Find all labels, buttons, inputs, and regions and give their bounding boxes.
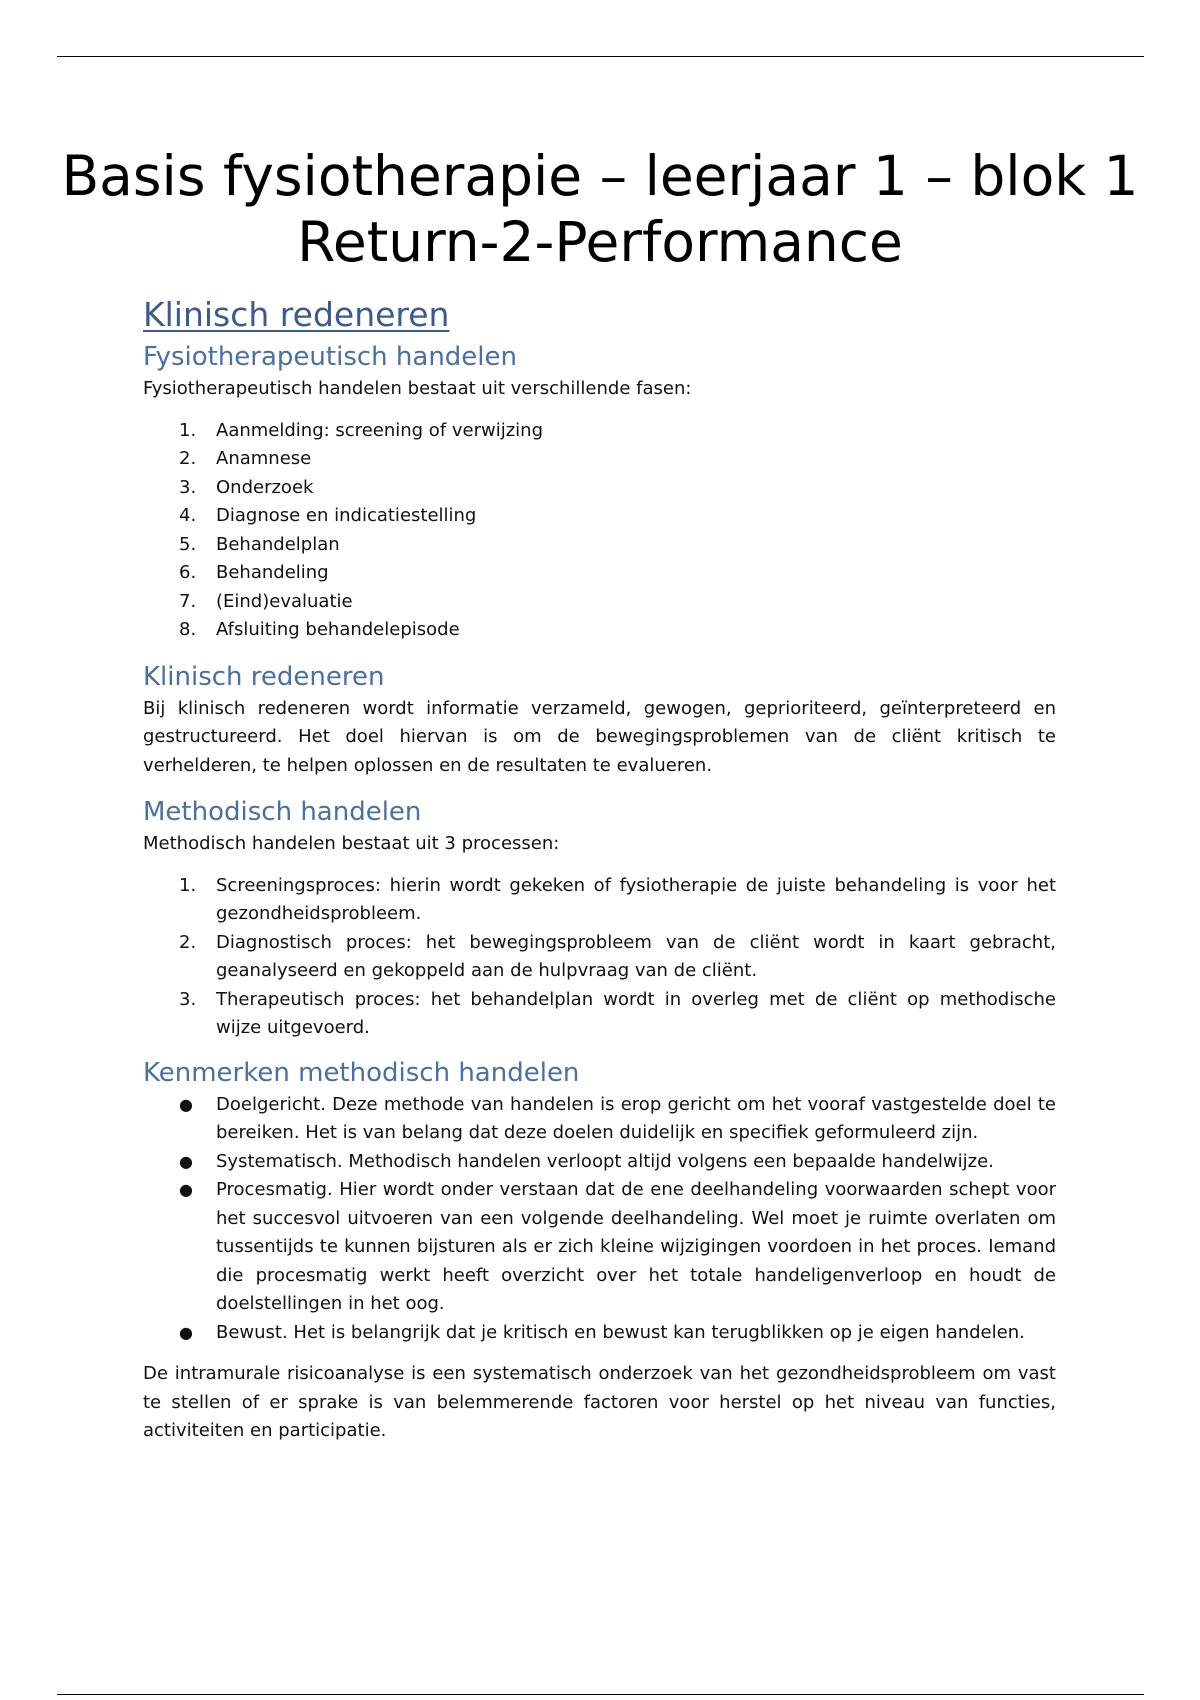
list-number: 4. — [179, 505, 197, 526]
kenmerken-bullet-list — [143, 1091, 1056, 1348]
klinisch-text: Bij klinisch redeneren wordt informatie verzameld, gewogen, geprioriteerd, geïnterpreteerd en gestructureerd. Het doel hiervan is om de bewegingsproblemen van de cliënt kritisch te verhelderen, te helpen oplossen en de resultaten te evalueren. — [143, 697, 1056, 776]
bullet-icon: ● — [179, 1180, 193, 1199]
list-number: 5. — [179, 533, 197, 555]
list-number: 2. — [179, 448, 197, 469]
list-item: ● Bewust. Het is belangrijk dat je kritisch en bewust kan terugblikken op je eigen handelen. — [143, 1319, 1056, 1348]
list-number: 3. — [179, 476, 197, 498]
bullet-icon: ● — [179, 1322, 193, 1342]
list-item: 2. Diagnostisch proces: het bewegingsprobleem van de cliënt wordt in kaart gebracht, geanalyseerd en gekoppeld aan de hulpvraag van de cliënt. — [143, 929, 1056, 986]
heading-fysiotherapeutisch-handelen: Fysiotherapeutisch handelen — [143, 342, 517, 372]
fysio-intro: Fysiotherapeutisch handelen bestaat uit verschillende fasen: — [143, 378, 692, 399]
fysio-phase-list — [143, 417, 1056, 645]
document-title: Basis fysiotherapie – leerjaar 1 – blok 1 Return-2-Performance — [61, 144, 1139, 274]
list-number: 1. — [179, 419, 197, 441]
list-item: 3. Therapeutisch proces: het behandelplan wordt in overleg met de cliënt op methodische wijze uitgevoerd. — [143, 986, 1056, 1043]
header-rule — [57, 56, 1144, 57]
list-item: 5. Behandelplan — [143, 531, 1056, 560]
list-item: 4. Diagnose en indicatiestelling — [143, 502, 1056, 531]
list-number: 1. — [179, 874, 197, 896]
list-item: ● Procesmatig. Hier wordt onder verstaan dat de ene deelhandeling voorwaarden schept voor het succesvol uitvoeren van een volgende deelhandeling. Wel moet je ruimte overlaten om tussentijds te kunnen bijsturen als er zich kleine wijzigingen voordoen in het proces. Iemand die procesmatig werkt heeft overzicht over het totale handeligenverloop en houdt de doelstellingen in het oog. — [143, 1176, 1056, 1319]
bullet-icon: ● — [179, 1094, 193, 1114]
methodisch-process-list — [143, 872, 1056, 1043]
document-body — [143, 293, 1056, 1446]
list-item: 1. Aanmelding: screening of verwijzing — [143, 417, 1056, 446]
list-item: 8. Afsluiting behandelepisode — [143, 616, 1056, 645]
list-item: ● Doelgericht. Deze methode van handelen is erop gericht om het vooraf vastgestelde doel te bereiken. Het is van belang dat deze doelen duidelijk en specifiek geformuleerd zijn. — [143, 1091, 1056, 1148]
list-item: 3. Onderzoek — [143, 474, 1056, 503]
footer-rule — [57, 1694, 1144, 1695]
heading-klinisch-redeneren-main: Klinisch redeneren — [143, 295, 450, 334]
list-item: 2. Anamnese — [143, 445, 1056, 474]
list-number: 8. — [179, 619, 197, 640]
closing-paragraph: De intramurale risicoanalyse is een systematisch onderzoek van het gezondheidsprobleem om vast te stellen of er sprake is van belemmerende factoren voor herstel op het niveau van functies, activiteiten en participatie. — [143, 1363, 1056, 1441]
list-item: 1. Screeningsproces: hierin wordt gekeken of fysiotherapie de juiste behandeling is voor het gezondheidsprobleem. — [143, 872, 1056, 929]
heading-methodisch-handelen: Methodisch handelen — [143, 797, 422, 827]
list-item: ● Systematisch. Methodisch handelen verloopt altijd volgens een bepaalde handelwijze. — [143, 1148, 1056, 1177]
list-number: 2. — [179, 931, 197, 953]
methodisch-intro: Methodisch handelen bestaat uit 3 processen: — [143, 833, 560, 854]
bullet-icon: ● — [179, 1151, 193, 1171]
heading-kenmerken-methodisch-handelen: Kenmerken methodisch handelen — [143, 1057, 580, 1088]
heading-klinisch-redeneren: Klinisch redeneren — [143, 661, 385, 692]
list-number: 6. — [179, 562, 197, 583]
list-number: 3. — [179, 988, 197, 1010]
list-item: 6. Behandeling — [143, 559, 1056, 588]
list-number: 7. — [179, 590, 197, 612]
list-item: 7. (Eind)evaluatie — [143, 588, 1056, 617]
